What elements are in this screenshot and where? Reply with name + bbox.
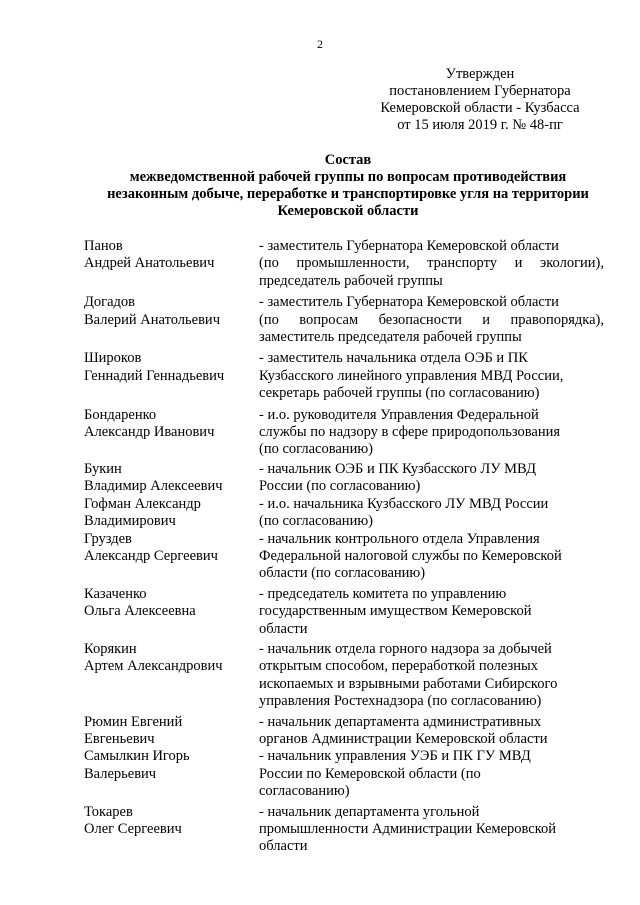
approval-line: от 15 июля 2019 г. № 48-пг <box>397 117 563 133</box>
member-role: - заместитель начальника отдела ОЭБ и ПК Кузбасского линейного управления МВД России, секретарь рабочей группы (по согласованию) <box>259 350 564 402</box>
member-row <box>84 461 604 496</box>
member-role: - начальник управления УЭБ и ПК ГУ МВД России по Кемеровской области (по согласованию) <box>259 748 531 800</box>
member-name: Казаченко Ольга Алексеевна <box>84 585 196 620</box>
approval-stamp <box>360 66 600 134</box>
title-line: Состав <box>324 152 372 168</box>
member-name: Догадов Валерий Анатольевич <box>84 294 220 328</box>
member-name: Самылкин Игорь Валерьевич <box>84 748 190 782</box>
member-row <box>84 350 604 402</box>
page-number: 2 <box>317 37 323 51</box>
approval-line: Кемеровской области - Кузбасса <box>380 100 580 116</box>
approval-line: Утвержден <box>445 66 515 82</box>
member-row <box>84 641 604 711</box>
member-row <box>84 531 604 583</box>
document-title <box>88 152 608 220</box>
member-name: Широков Геннадий Геннадьевич <box>84 350 225 384</box>
title-line: незаконным добыче, переработке и транспортировке угля на территории <box>107 186 589 202</box>
member-role: - председатель комитета по управлению государственным имуществом Кемеровской области <box>259 585 532 637</box>
member-name: Токарев Олег Сергеевич <box>84 803 182 837</box>
member-row <box>84 238 604 290</box>
member-name: Букин Владимир Алексеевич <box>84 460 223 495</box>
member-role: - начальник ОЭБ и ПК Кузбасского ЛУ МВД России (по согласованию) <box>259 460 537 495</box>
member-name: Корякин Артем Александрович <box>84 640 223 675</box>
member-row <box>84 714 604 749</box>
member-name: Бондаренко Александр Иванович <box>84 406 215 441</box>
member-role: - заместитель Губернатора Кемеровской области (по вопросам безопасности и правопорядка), заместитель председателя рабочей группы <box>259 294 604 346</box>
title-line: межведомственной рабочей группы по вопросам противодействия <box>129 169 567 185</box>
member-row <box>84 748 604 800</box>
member-role: - начальник департамента угольной промышленности Администрации Кемеровской области <box>259 803 557 855</box>
member-name: Рюмин Евгений Евгеньевич <box>84 713 183 747</box>
member-role: - начальник департамента административных органов Администрации Кемеровской области <box>259 713 548 747</box>
member-name: Панов Андрей Анатольевич <box>84 238 215 272</box>
member-row <box>84 804 604 856</box>
member-role: - начальник отдела горного надзора за добычей открытым способом, переработкой полезных ископаемых и взрывными работами Сибирского управления Ростехнадзора (по согласованию) <box>259 640 558 710</box>
member-name: Груздев Александр Сергеевич <box>84 530 218 564</box>
member-name: Гофман Александр Владимирович <box>84 495 201 530</box>
members-list <box>84 238 604 856</box>
title-line: Кемеровской области <box>277 203 419 219</box>
member-role: - начальник контрольного отдела Управления Федеральной налоговой службы по Кемеровской области (по согласованию) <box>259 530 562 582</box>
member-row <box>84 496 604 531</box>
member-row <box>84 407 604 459</box>
member-role: - и.о. начальника Кузбасского ЛУ МВД России (по согласованию) <box>259 495 549 530</box>
member-role: - заместитель Губернатора Кемеровской области (по промышленности, транспорту и экологии), председатель рабочей группы <box>259 238 604 289</box>
member-row <box>84 294 604 346</box>
member-role: - и.о. руководителя Управления Федеральной службы по надзору в сфере природопользования (по согласованию) <box>259 406 561 458</box>
approval-line: постановлением Губернатора <box>389 83 571 99</box>
member-row <box>84 586 604 638</box>
